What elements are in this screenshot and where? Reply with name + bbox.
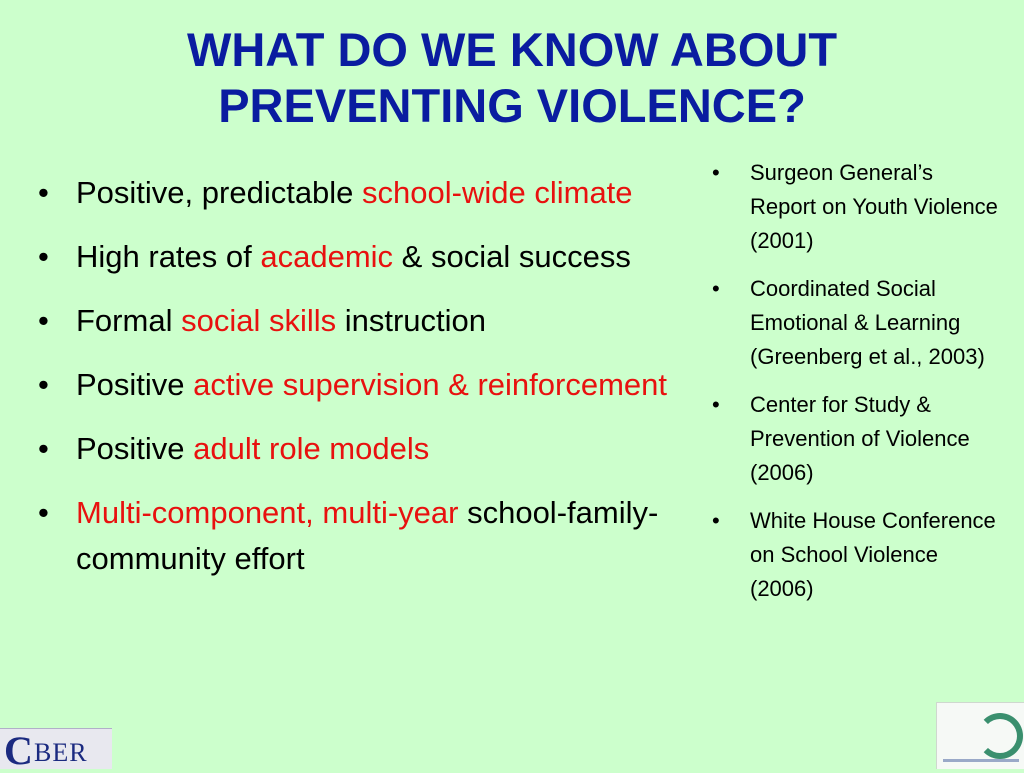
main-point: • Positive, predictable school-wide climate [38,170,678,216]
main-point: • Positive active supervision & reinforcement [38,362,678,408]
main-points-list [38,170,678,600]
ciber-logo [0,728,112,773]
highlight-text: active supervision & reinforcement [193,367,667,402]
highlight-text: Multi-component, multi-year [76,495,459,530]
partner-logo-swoosh-icon [977,713,1023,759]
source-item: • White House Conference on School Violence (2006) [712,504,1002,606]
highlight-text: school-wide climate [362,175,633,210]
sources-list [712,156,1002,620]
slide-title [0,22,1024,134]
slide-title-line-2: PREVENTING VIOLENCE? [218,79,806,132]
source-item: • Center for Study & Prevention of Violence (2006) [712,388,1002,490]
highlight-text: social skills [181,303,337,338]
highlight-text: adult role models [193,431,430,466]
partner-logo-bar [943,759,1019,762]
slide-title-line-1: WHAT DO WE KNOW ABOUT [186,23,838,76]
main-point: • Formal social skills instruction [38,298,678,344]
main-point: • Multi-component, multi-year school-family-community effort [38,490,678,582]
partner-logo [936,702,1024,769]
main-point: • Positive adult role models [38,426,678,472]
highlight-text: academic [260,239,394,274]
source-item: • Surgeon General’s Report on Youth Violence (2001) [712,156,1002,258]
source-item: • Coordinated Social Emotional & Learning (Greenberg et al., 2003) [712,272,1002,374]
ciber-logo-text: BER [34,738,88,767]
ciber-logo-initial: C [4,728,33,773]
main-point: • High rates of academic & social success [38,234,678,280]
